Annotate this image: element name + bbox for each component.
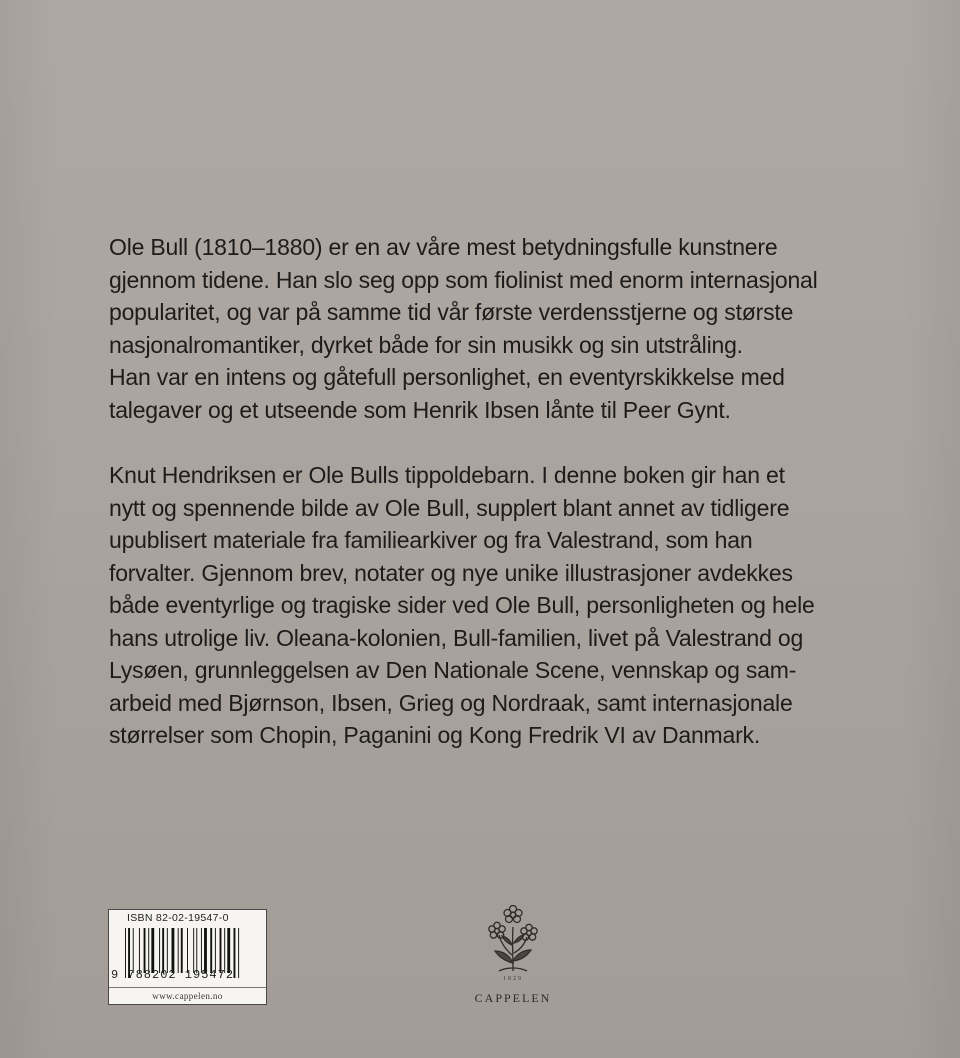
blurb-paragraph-2	[109, 459, 919, 752]
text-line: Han var en intens og gåtefull personlighet, en eventyrskikkelse med	[109, 364, 785, 390]
text-line: forvalter. Gjennom brev, notater og nye unike illustrasjoner avdekkes	[109, 559, 793, 586]
text-line: talegaver og et utseende som Henrik Ibsen lånte til Peer Gynt.	[109, 396, 731, 423]
isbn-number: ISBN 82-02-19547-0	[127, 912, 229, 924]
text-line: hans utrolige liv. Oleana-kolonien, Bull-familien, livet på Valestrand og	[109, 624, 804, 651]
text-line: popularitet, og var på samme tid vår første verdensstjerne og største	[109, 299, 794, 325]
text-line: arbeid med Bjørnson, Ibsen, Grieg og Nordraak, samt internasjonale	[109, 689, 793, 716]
text-line: upublisert materiale fra familiearkiver og fra Valestrand, som han	[109, 527, 753, 553]
text-line: både eventyrlige og tragiske sider ved Ole Bull, personligheten og hele	[109, 592, 815, 618]
text-line: Lysøen, grunnleggelsen av Den Nationale Scene, vennskap og sam-	[109, 657, 797, 683]
text-line: Ole Bull (1810–1880) er en av våre mest betydningsfulle kunstnere	[109, 234, 778, 260]
barcode-label	[108, 909, 267, 1005]
text-line: Knut Hendriksen er Ole Bulls tippoldebarn. I denne boken gir han et	[109, 462, 785, 488]
blurb-paragraph-1	[109, 231, 919, 426]
text-line: nasjonalromantiker, dyrket både for sin musikk og sin utstråling.	[109, 331, 743, 358]
flower-plant-icon	[485, 905, 541, 977]
publisher-website: www.cappelen.no	[109, 987, 266, 1004]
barcode-digits: 9 788202 195472	[111, 968, 235, 982]
publisher-name: CAPPELEN	[474, 991, 552, 1005]
publisher-logo	[468, 905, 558, 1005]
text-line: nytt og spennende bilde av Ole Bull, supplert blant annet av tidligere	[109, 494, 790, 521]
text-line: størrelser som Chopin, Paganini og Kong Fredrik VI av Danmark.	[109, 722, 761, 748]
logo-year: 1829	[503, 976, 523, 982]
text-line: gjennom tidene. Han slo seg opp som fiolinist med enorm internasjonal	[109, 266, 818, 293]
blurb-text	[109, 231, 919, 752]
